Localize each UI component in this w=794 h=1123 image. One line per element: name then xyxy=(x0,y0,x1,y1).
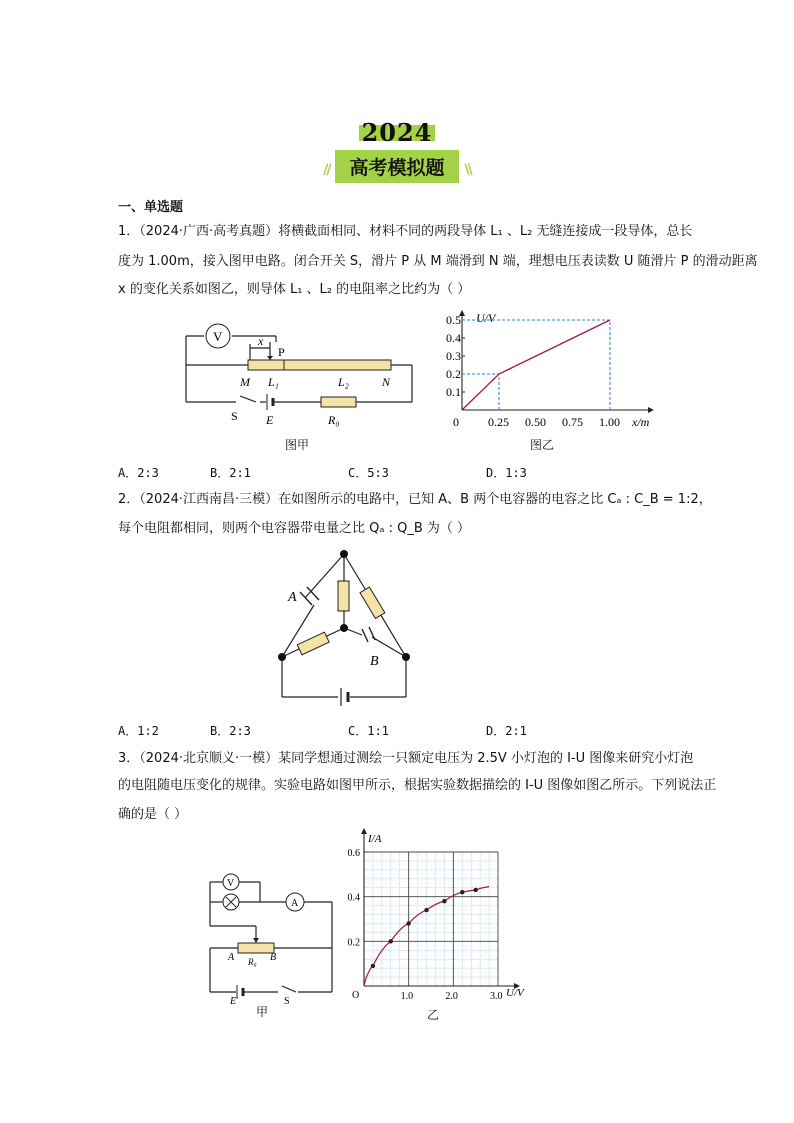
x-axis-label: U/V xyxy=(506,987,524,999)
guide-line xyxy=(462,320,610,410)
q3-line-3: 确的是（ ） xyxy=(118,807,188,822)
data-point xyxy=(406,921,410,925)
y-tick-label: 0.2 xyxy=(347,937,360,949)
y-tick-label: 0.3 xyxy=(446,349,461,363)
x-tick-label: 0.75 xyxy=(562,415,583,429)
l1-label: L₁ xyxy=(268,375,279,389)
x-tick-label: 1.00 xyxy=(599,415,620,429)
q1-line-2: 度为 1.00m，接入图甲电路。闭合开关 S，滑片 P 从 M 端滑到 N 端，理想电压表读数 U 随滑片 P 的滑动距离 xyxy=(118,254,758,269)
emf-label: E xyxy=(230,996,237,1007)
q3-circuit-diagram xyxy=(198,866,343,1011)
q3-fig-b-caption: 乙 xyxy=(427,1008,440,1022)
r0-label: R₀ xyxy=(248,957,257,967)
x-tick-label: 1.0 xyxy=(400,991,414,1002)
rheostat-a-label: A xyxy=(228,952,235,963)
capacitor-b-plate-2 xyxy=(369,627,375,640)
y-tick-label: 0.4 xyxy=(347,892,360,904)
resistor-lower-left xyxy=(297,632,329,655)
data-point xyxy=(389,939,393,943)
capacitor-b-label: B xyxy=(370,654,379,669)
q2-options xyxy=(118,722,678,738)
data-point xyxy=(442,899,446,903)
node-center xyxy=(340,624,348,632)
q1-line-3: x 的变化关系如图乙，则导体 L₁ 、L₂ 的电阻率之比约为（ ） xyxy=(118,282,471,297)
q2-line-1: 2．（2024·江西南昌·三模）在如图所示的电路中，已知 A、B 两个电容器的电容之比 Cₐ : C_B = 1:2， xyxy=(118,492,712,507)
switch-label: S xyxy=(284,996,290,1007)
origin-label: O xyxy=(352,990,360,1001)
capacitor-a-label: A xyxy=(288,590,297,605)
capacitor-a-plate-1 xyxy=(300,592,312,605)
q2-option-a[interactable]: A．1:2 xyxy=(118,724,159,738)
capacitor-b-plate-1 xyxy=(362,629,368,642)
voltmeter-label: V xyxy=(227,878,235,889)
node-left xyxy=(278,653,286,661)
p-label: P xyxy=(278,345,285,359)
data-point xyxy=(460,890,464,894)
q1-u-x-chart xyxy=(448,308,668,433)
q2-option-c[interactable]: C．1:1 xyxy=(348,724,389,738)
rheostat-b-label: B xyxy=(270,952,277,963)
page-title: 高考模拟题 xyxy=(335,150,458,183)
q3-line-1: 3．（2024·北京顺义·一模）某同学想通过测绘一只额定电压为 2.5V 小灯泡的 I-U 图像来研究小灯泡 xyxy=(118,751,694,766)
q1-circuit-diagram xyxy=(176,320,426,435)
x-label: x xyxy=(258,334,264,348)
x-tick-label: 3.0 xyxy=(490,991,503,1002)
q1-option-c[interactable]: C．5:3 xyxy=(348,466,389,480)
q2-capacitor-circuit xyxy=(270,545,420,705)
resistor-r0 xyxy=(321,397,356,407)
q3-i-u-chart xyxy=(338,826,548,1006)
x-axis-arrow-icon xyxy=(648,407,654,413)
q1-fig-a-caption: 图甲 xyxy=(285,438,310,452)
u-x-series-line xyxy=(462,320,610,410)
year-heading xyxy=(0,118,794,147)
title-banner xyxy=(0,150,794,183)
switch-label: S xyxy=(231,409,238,423)
q1-line-1: 1．（2024·广西·高考真题）将横截面相同、材料不同的两段导体 L₁ 、L₂ 无缝连接成一段导体，总长 xyxy=(118,224,693,239)
node-right xyxy=(402,653,410,661)
x-tick-label: 0 xyxy=(453,415,459,429)
y-tick-label: 0.4 xyxy=(446,331,461,345)
q2-line-2: 每个电阻都相同，则两个电容器带电量之比 Qₐ : Q_B 为（ ） xyxy=(118,521,471,536)
y-tick-label: 0.5 xyxy=(446,313,461,327)
q1-option-d[interactable]: D．1:3 xyxy=(486,466,527,480)
data-point xyxy=(371,964,375,968)
q3-line-2: 的电阻随电压变化的规律。实验电路如图甲所示，根据实验数据描绘的 I-U 图像如图乙所示。下列说法正 xyxy=(118,778,717,793)
y-tick-label: 0.2 xyxy=(446,367,461,381)
section-heading: 一、单选题 xyxy=(118,200,184,215)
data-point xyxy=(424,908,428,912)
y-axis-label: I/A xyxy=(368,833,382,845)
r0-label: R₀ xyxy=(328,413,340,427)
node-top xyxy=(340,550,348,558)
left-slash-decoration: // xyxy=(323,161,330,178)
slider-arrow-icon xyxy=(267,356,273,360)
voltmeter-label: V xyxy=(213,329,223,344)
q3-fig-a-caption: 甲 xyxy=(256,1005,269,1019)
ammeter-label: A xyxy=(291,898,299,909)
n-label: N xyxy=(382,375,391,389)
q1-option-a[interactable]: A．2:3 xyxy=(118,466,159,480)
x-tick-label: 0.25 xyxy=(488,415,509,429)
x-tick-label: 0.50 xyxy=(525,415,546,429)
year-text: 2024 xyxy=(359,125,436,141)
rheostat-slider-icon xyxy=(253,938,259,943)
y-tick-label: 0.1 xyxy=(446,385,461,399)
y-axis-label: U/V xyxy=(476,311,496,325)
q1-option-b[interactable]: B．2:1 xyxy=(210,466,251,480)
x-tick-label: 2.0 xyxy=(445,991,458,1002)
rheostat-r0 xyxy=(238,943,274,953)
y-axis-arrow-icon xyxy=(361,828,367,834)
data-point xyxy=(473,888,477,892)
resistor-right xyxy=(360,587,385,618)
emf-label: E xyxy=(266,413,274,427)
q2-option-b[interactable]: B．2:3 xyxy=(210,724,251,738)
q2-option-d[interactable]: D．2:1 xyxy=(486,724,527,738)
right-slash-decoration: \\ xyxy=(464,161,471,178)
q1-options xyxy=(118,464,678,480)
q1-fig-b-caption: 图乙 xyxy=(530,438,555,452)
x-axis-label: x/m xyxy=(632,415,650,429)
resistor-center xyxy=(338,581,349,611)
y-tick-label: 0.6 xyxy=(347,848,360,859)
l2-label: L₂ xyxy=(338,375,349,389)
conductor-bar xyxy=(248,360,391,370)
m-label: M xyxy=(240,375,250,389)
